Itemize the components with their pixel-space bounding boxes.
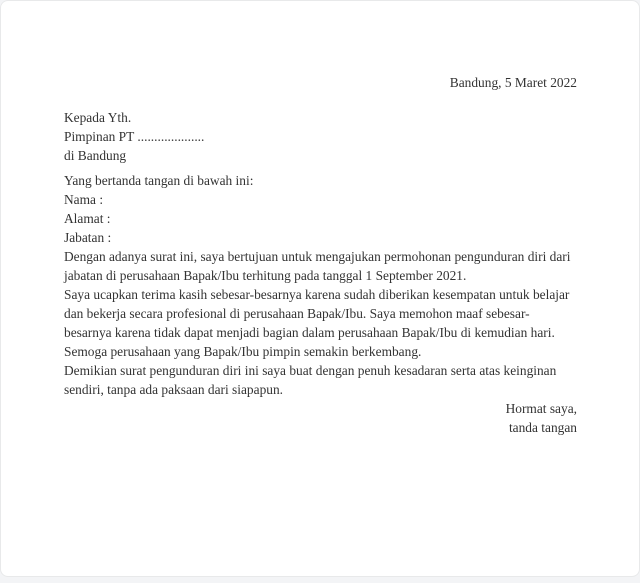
identity-field-position: Jabatan : [64, 230, 112, 245]
paragraph-resignation-statement: Dengan adanya surat ini, saya bertujuan untuk mengajukan permohonan pengunduran diri dari jabatan di perusahaan Bapak/Ibu terhitung pada tanggal 1 September 2021. [64, 249, 571, 283]
recipient-company: Pimpinan PT .................... [64, 129, 205, 144]
recipient-block [64, 108, 577, 165]
identity-intro: Yang bertanda tangan di bawah ini: [64, 173, 254, 188]
identity-field-name: Nama : [64, 192, 104, 207]
recipient-city: di Bandung [64, 148, 127, 163]
letter-date: Bandung, 5 Maret 2022 [449, 75, 577, 90]
identity-field-address: Alamat : [64, 211, 111, 226]
identity-block [64, 171, 577, 247]
resignation-letter [1, 1, 639, 437]
signature-placeholder: tanda tangan [508, 420, 577, 435]
closing-salutation: Hormat saya, [505, 401, 577, 416]
paragraph-closing-statement: Demikian surat pengunduran diri ini saya buat dengan penuh kesadaran serta atas keinginan sendiri, tanpa ada paksaan dari siapapun. [64, 363, 557, 397]
paragraph-gratitude: Saya ucapkan terima kasih sebesar-besarnya karena sudah diberikan kesempatan untuk belajar dan bekerja secara profesional di perusahaan Bapak/Ibu. Saya memohon maaf sebesar-besarnya karena tidak dapat menjadi bagian dalam perusahaan Bapak/Ibu di kemudian hari. Semoga perusahaan yang Bapak/Ibu pimpin semakin berkembang. [64, 287, 570, 359]
recipient-salutation: Kepada Yth. [64, 110, 132, 125]
